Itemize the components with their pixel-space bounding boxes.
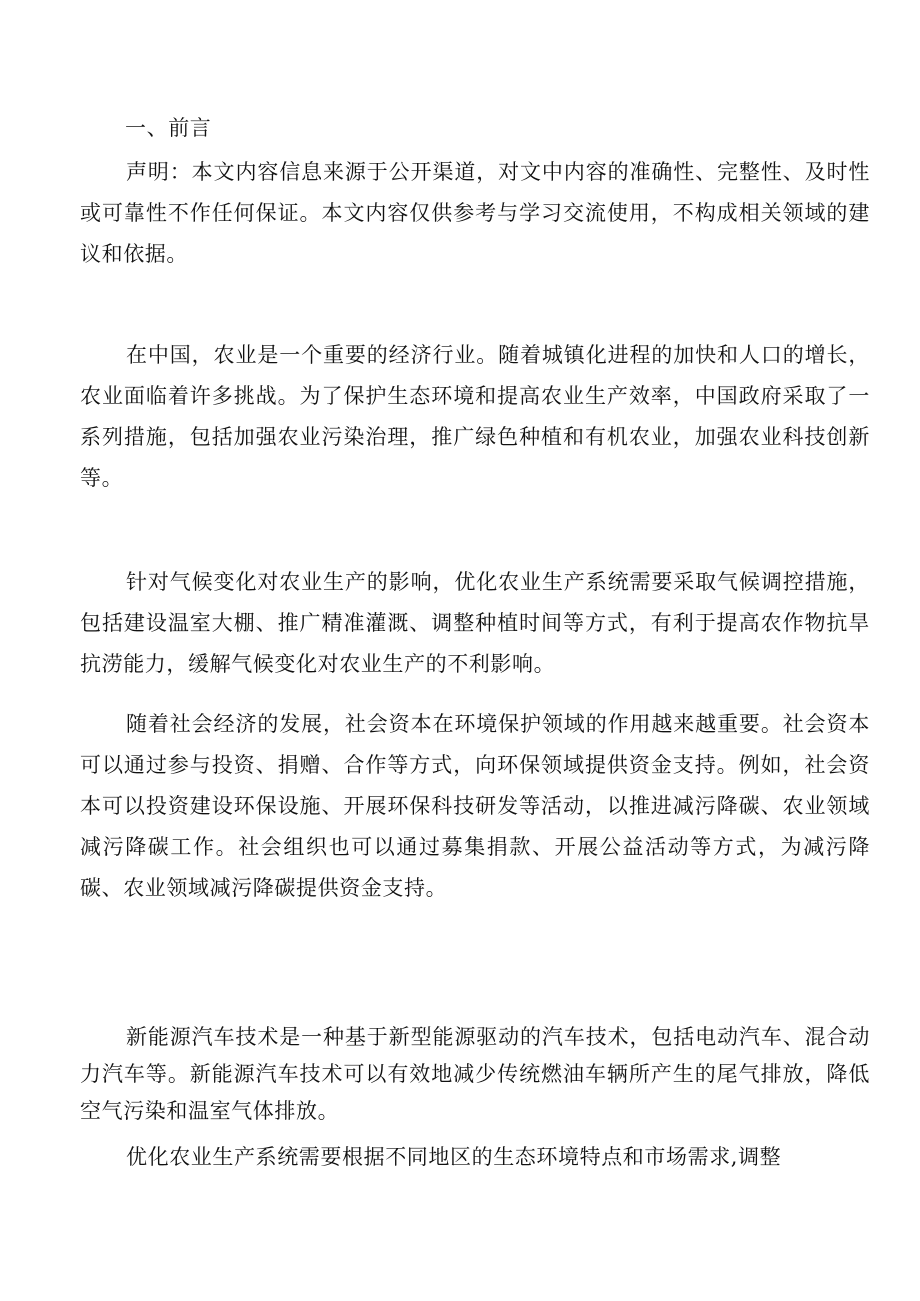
- section-heading: 一、前言: [125, 116, 212, 140]
- paragraph-new-energy-vehicles: 新能源汽车技术是一种基于新型能源驱动的汽车技术，包括电动汽车、混合动力汽车等。新能源汽车技术可以有效地减少传统燃油车辆所产生的尾气排放，降低空气污染和温室气体排放。: [80, 1025, 870, 1123]
- paragraph-disclaimer: 声明：本文内容信息来源于公开渠道，对文中内容的准确性、完整性、及时性或可靠性不作任何保证。本文内容仅供参考与学习交流使用，不构成相关领域的建议和依据。: [80, 160, 870, 266]
- paragraph-agriculture-china: 在中国，农业是一个重要的经济行业。随着城镇化进程的加快和人口的增长，农业面临着许多挑战。为了保护生态环境和提高农业生产效率，中国政府采取了一系列措施，包括加强农业污染治理，推广绿色种植和有机农业，加强农业科技创新等。: [80, 343, 870, 490]
- paragraph-social-capital: 随着社会经济的发展，社会资本在环境保护领域的作用越来越重要。社会资本可以通过参与投资、捐赠、合作等方式，向环保领域提供资金支持。例如，社会资本可以投资建设环保设施、开展环保科技研发等活动，以推进减污降碳、农业领域减污降碳工作。社会组织也可以通过募集捐款、开展公益活动等方式，为减污降碳、农业领域减污降碳提供资金支持。: [80, 712, 870, 900]
- paragraph-climate-measures: 针对气候变化对农业生产的影响，优化农业生产系统需要采取气候调控措施，包括建设温室大棚、推广精准灌溉、调整种植时间等方式，有利于提高农作物抗旱抗涝能力，缓解气候变化对农业生产的不利影响。: [80, 570, 870, 676]
- paragraph-optimize-agriculture: 优化农业生产系统需要根据不同地区的生态环境特点和市场需求,调整: [126, 1145, 782, 1169]
